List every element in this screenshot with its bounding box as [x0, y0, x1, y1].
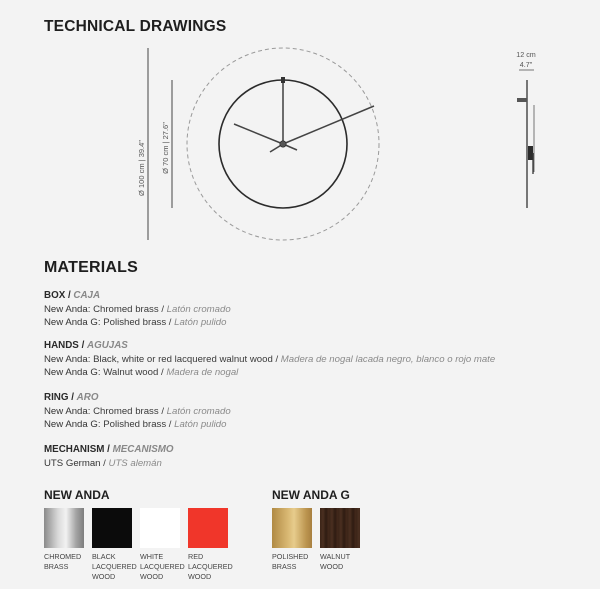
box-heading: BOX / CAJA — [44, 290, 101, 301]
ring-section — [44, 391, 231, 432]
clock-hand-hour — [234, 124, 283, 144]
technical-drawings-title: TECHNICAL DRAWINGS — [44, 18, 227, 35]
swatch-new-anda-g-1 — [272, 508, 312, 548]
new-anda-g-title: NEW ANDA G — [272, 488, 350, 502]
depth-in-label: 4.7" — [519, 60, 533, 69]
hands-line-2: New Anda G: Walnut wood / Madera de nogal — [44, 367, 239, 378]
swatch-label: BLACK LACQUERED WOOD — [92, 552, 137, 581]
side-mount-bracket — [517, 98, 527, 102]
swatch-label: CHROMED BRASS — [44, 552, 82, 571]
swatch-label: POLISHED BRASS — [272, 552, 309, 571]
depth-cm-label: 12 cm — [516, 50, 536, 59]
new-anda-title: NEW ANDA — [44, 488, 110, 502]
swatch-new-anda-1 — [44, 508, 84, 548]
clock-top-cap — [281, 77, 285, 83]
clock-hand-minute — [283, 106, 374, 144]
ring-line-1: New Anda: Chromed brass / Latón cromado — [44, 405, 231, 417]
hands-line-1: New Anda: Black, white or red lacquered walnut wood / Madera de nogal lacada negro, blanco o rojo mate — [44, 353, 496, 365]
ring-line-2: New Anda G: Polished brass / Latón pulido — [44, 419, 227, 430]
swatch-label: WALNUT WOOD — [320, 552, 351, 571]
swatch-label: WHITE LACQUERED WOOD — [140, 552, 185, 581]
mechanism-heading: MECHANISM / MECANISMO — [44, 444, 174, 455]
inner-dimension-label: Ø 70 cm | 27.6" — [161, 122, 170, 174]
clock-center — [280, 141, 286, 147]
materials-title: MATERIALS — [44, 259, 138, 276]
swatch-new-anda-g-2 — [320, 508, 360, 548]
swatch-new-anda-4 — [188, 508, 228, 548]
swatch-new-anda-3 — [140, 508, 180, 548]
box-section — [44, 289, 231, 330]
technical-drawing — [0, 0, 600, 250]
swatch-label: RED LACQUERED WOOD — [188, 552, 233, 581]
outer-dimension-label: Ø 100 cm | 39.4" — [137, 140, 146, 196]
hands-heading: HANDS / AGUJAS — [44, 340, 128, 351]
ring-heading: RING / ARO — [44, 392, 99, 403]
mechanism-line-1: UTS German / UTS alemán — [44, 457, 162, 469]
mechanism-section — [44, 443, 174, 470]
side-mechanism — [528, 146, 533, 160]
box-line-1: New Anda: Chromed brass / Latón cromado — [44, 303, 231, 315]
box-line-2: New Anda G: Polished brass / Latón pulido — [44, 317, 227, 328]
hands-section — [44, 339, 495, 380]
swatch-new-anda-2 — [92, 508, 132, 548]
